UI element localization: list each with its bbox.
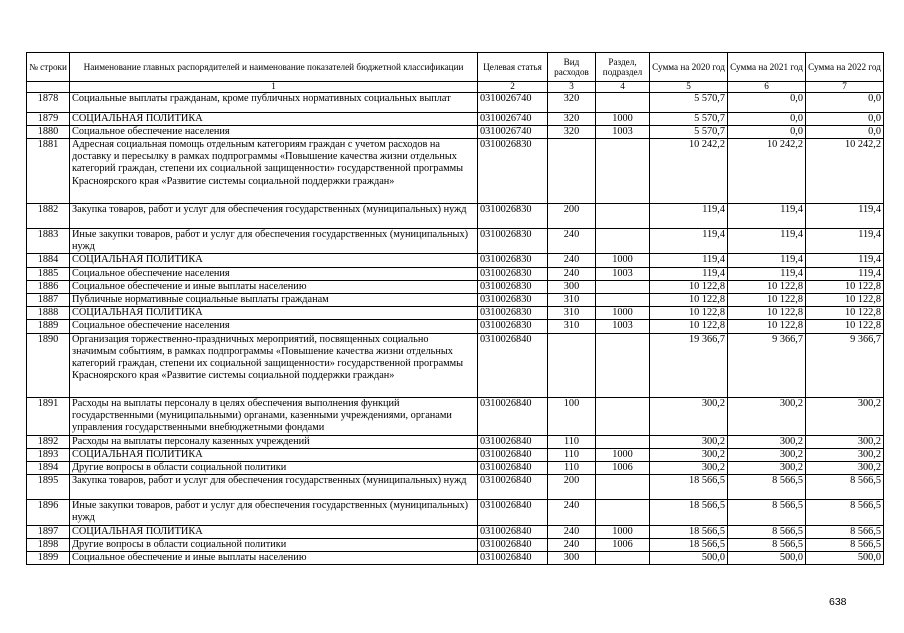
row-vid: 320 [548,92,596,112]
row-name: СОЦИАЛЬНАЯ ПОЛИТИКА [70,254,478,267]
table-row [27,203,884,228]
row-number: 1887 [27,293,70,306]
row-number: 1891 [27,397,70,435]
row-razdel [596,138,650,203]
row-article: 0310026740 [478,125,548,138]
row-number: 1883 [27,228,70,253]
row-razdel [596,228,650,253]
row-article: 0310026840 [478,551,548,564]
row-name: Расходы на выплаты персоналу в целях обеспечения выполнения функций государственными (муниципальными) органами, казенными учреждениями, органами управления государственными внебюджетными фондами [70,397,478,435]
row-sum-2021: 0,0 [728,92,806,112]
row-number: 1899 [27,551,70,564]
table-row [27,333,884,397]
row-number: 1882 [27,203,70,228]
table-row [27,307,884,320]
row-razdel: 1003 [596,125,650,138]
row-sum-2022: 10 122,8 [806,307,884,320]
row-sum-2021: 10 122,8 [728,280,806,293]
row-number: 1897 [27,525,70,538]
row-sum-2020: 19 366,7 [650,333,728,397]
row-vid [548,138,596,203]
row-sum-2022: 0,0 [806,112,884,125]
row-number: 1878 [27,92,70,112]
header-razdel: Раздел, подраздел [596,53,650,82]
row-vid: 200 [548,203,596,228]
header-article: Целевая статья [478,53,548,82]
row-article: 0310026830 [478,254,548,267]
header-sum-2022: Сумма на 2022 год [806,53,884,82]
row-article: 0310026740 [478,92,548,112]
row-razdel: 1003 [596,267,650,280]
row-sum-2021: 8 566,5 [728,475,806,500]
table-row [27,280,884,293]
row-number: 1881 [27,138,70,203]
row-vid: 300 [548,280,596,293]
row-number: 1898 [27,538,70,551]
row-vid: 240 [548,500,596,525]
row-vid: 200 [548,475,596,500]
table-row [27,254,884,267]
row-name: Расходы на выплаты персоналу казенных учреждений [70,435,478,448]
row-sum-2021: 10 122,8 [728,307,806,320]
table-row [27,435,884,448]
row-article: 0310026830 [478,293,548,306]
row-razdel: 1000 [596,254,650,267]
column-number-row [27,82,884,93]
row-sum-2021: 8 566,5 [728,538,806,551]
row-razdel [596,500,650,525]
table-row [27,125,884,138]
row-sum-2021: 9 366,7 [728,333,806,397]
row-name: Социальное обеспечение населения [70,125,478,138]
row-sum-2021: 119,4 [728,203,806,228]
table-row [27,320,884,333]
row-article: 0310026830 [478,280,548,293]
header-sum-2021: Сумма на 2021 год [728,53,806,82]
row-vid: 110 [548,448,596,461]
page-number: 638 [829,596,847,608]
row-sum-2022: 0,0 [806,125,884,138]
row-sum-2020: 10 122,8 [650,280,728,293]
row-sum-2022: 10 122,8 [806,280,884,293]
row-razdel: 1006 [596,538,650,551]
table-row [27,112,884,125]
column-number: 4 [596,82,650,93]
row-razdel [596,203,650,228]
table-row [27,267,884,280]
row-name: СОЦИАЛЬНАЯ ПОЛИТИКА [70,112,478,125]
row-name: Другие вопросы в области социальной политики [70,538,478,551]
table-row [27,138,884,203]
row-name: СОЦИАЛЬНАЯ ПОЛИТИКА [70,525,478,538]
row-name: Организация торжественно-праздничных мероприятий, посвященных социально значимым событиям, в рамках подпрограммы «Повышение качества жизни отдельных категорий граждан, степени их социальной защищенности» государственной программы Красноярского края «Развитие системы социальной поддержки граждан» [70,333,478,397]
row-sum-2021: 119,4 [728,254,806,267]
row-sum-2020: 119,4 [650,203,728,228]
row-razdel: 1003 [596,320,650,333]
row-razdel: 1000 [596,112,650,125]
table-row [27,525,884,538]
table-row [27,475,884,500]
row-razdel: 1000 [596,525,650,538]
row-number: 1884 [27,254,70,267]
row-sum-2020: 5 570,7 [650,125,728,138]
row-name: Социальные выплаты гражданам, кроме публичных нормативных социальных выплат [70,92,478,112]
row-sum-2020: 300,2 [650,461,728,474]
row-number: 1892 [27,435,70,448]
row-article: 0310026840 [478,538,548,551]
row-sum-2021: 10 122,8 [728,320,806,333]
row-sum-2021: 300,2 [728,461,806,474]
column-number: 2 [478,82,548,93]
row-name: Закупка товаров, работ и услуг для обеспечения государственных (муниципальных) нужд [70,203,478,228]
row-name: Закупка товаров, работ и услуг для обеспечения государственных (муниципальных) нужд [70,475,478,500]
row-sum-2022: 300,2 [806,448,884,461]
row-sum-2020: 18 566,5 [650,500,728,525]
row-article: 0310026830 [478,203,548,228]
row-sum-2020: 119,4 [650,254,728,267]
row-sum-2022: 300,2 [806,397,884,435]
row-sum-2022: 119,4 [806,203,884,228]
row-article: 0310026740 [478,112,548,125]
row-sum-2021: 10 122,8 [728,293,806,306]
table-row [27,397,884,435]
row-name: Публичные нормативные социальные выплаты гражданам [70,293,478,306]
row-razdel [596,333,650,397]
row-sum-2020: 300,2 [650,435,728,448]
row-sum-2022: 300,2 [806,435,884,448]
row-number: 1879 [27,112,70,125]
row-article: 0310026840 [478,500,548,525]
row-sum-2020: 119,4 [650,228,728,253]
row-name: Социальное обеспечение населения [70,320,478,333]
row-sum-2020: 10 122,8 [650,293,728,306]
table-row [27,228,884,253]
row-vid: 110 [548,461,596,474]
row-article: 0310026830 [478,267,548,280]
header-vid: Вид расходов [548,53,596,82]
row-sum-2022: 500,0 [806,551,884,564]
row-sum-2021: 8 566,5 [728,525,806,538]
row-vid: 100 [548,397,596,435]
column-number: 3 [548,82,596,93]
row-sum-2020: 10 242,2 [650,138,728,203]
row-vid: 240 [548,525,596,538]
row-name: СОЦИАЛЬНАЯ ПОЛИТИКА [70,307,478,320]
row-razdel [596,475,650,500]
row-sum-2020: 10 122,8 [650,320,728,333]
row-number: 1890 [27,333,70,397]
column-number: 5 [650,82,728,93]
header-row-no: № строки [27,53,70,82]
header-sum-2020: Сумма на 2020 год [650,53,728,82]
header-name: Наименование главных распорядителей и наименование показателей бюджетной классификации [70,53,478,82]
row-razdel: 1000 [596,307,650,320]
row-sum-2022: 10 122,8 [806,320,884,333]
row-sum-2022: 9 366,7 [806,333,884,397]
column-number: 1 [70,82,478,93]
row-number: 1880 [27,125,70,138]
table-row [27,448,884,461]
row-article: 0310026840 [478,461,548,474]
row-vid: 240 [548,267,596,280]
row-sum-2020: 500,0 [650,551,728,564]
row-sum-2021: 500,0 [728,551,806,564]
row-sum-2021: 119,4 [728,267,806,280]
row-sum-2020: 18 566,5 [650,475,728,500]
table-row [27,538,884,551]
row-name: Социальное обеспечение и иные выплаты населению [70,280,478,293]
row-number: 1885 [27,267,70,280]
row-sum-2021: 0,0 [728,125,806,138]
row-sum-2020: 119,4 [650,267,728,280]
row-name: Социальное обеспечение населения [70,267,478,280]
table-header-row [27,53,884,82]
row-vid [548,333,596,397]
row-number: 1888 [27,307,70,320]
row-article: 0310026840 [478,435,548,448]
row-sum-2020: 18 566,5 [650,538,728,551]
row-number: 1886 [27,280,70,293]
row-razdel: 1000 [596,448,650,461]
row-vid: 240 [548,538,596,551]
table-row [27,551,884,564]
row-razdel [596,280,650,293]
row-article: 0310026840 [478,475,548,500]
row-name: Социальное обеспечение и иные выплаты населению [70,551,478,564]
row-sum-2022: 8 566,5 [806,500,884,525]
row-sum-2022: 119,4 [806,267,884,280]
row-vid: 310 [548,293,596,306]
row-article: 0310026840 [478,397,548,435]
row-sum-2020: 5 570,7 [650,112,728,125]
row-razdel [596,397,650,435]
row-sum-2021: 0,0 [728,112,806,125]
row-number: 1894 [27,461,70,474]
row-sum-2020: 18 566,5 [650,525,728,538]
row-sum-2020: 300,2 [650,448,728,461]
row-name: Иные закупки товаров, работ и услуг для обеспечения государственных (муниципальных) нужд [70,500,478,525]
row-sum-2021: 300,2 [728,435,806,448]
row-article: 0310026840 [478,448,548,461]
row-article: 0310026830 [478,307,548,320]
row-sum-2022: 10 242,2 [806,138,884,203]
budget-table [26,52,884,565]
table-row [27,293,884,306]
row-sum-2021: 8 566,5 [728,500,806,525]
row-article: 0310026830 [478,138,548,203]
row-number: 1889 [27,320,70,333]
row-vid: 240 [548,254,596,267]
row-name: Иные закупки товаров, работ и услуг для обеспечения государственных (муниципальных) нужд [70,228,478,253]
row-article: 0310026840 [478,333,548,397]
column-number [27,82,70,93]
row-article: 0310026830 [478,320,548,333]
row-sum-2022: 10 122,8 [806,293,884,306]
row-sum-2022: 8 566,5 [806,475,884,500]
row-sum-2020: 5 570,7 [650,92,728,112]
row-number: 1895 [27,475,70,500]
row-vid: 300 [548,551,596,564]
row-article: 0310026830 [478,228,548,253]
row-vid: 310 [548,320,596,333]
row-vid: 320 [548,125,596,138]
row-razdel [596,92,650,112]
row-sum-2022: 0,0 [806,92,884,112]
row-sum-2022: 119,4 [806,228,884,253]
column-number: 6 [728,82,806,93]
row-razdel: 1006 [596,461,650,474]
row-number: 1896 [27,500,70,525]
row-sum-2022: 8 566,5 [806,538,884,551]
row-sum-2022: 300,2 [806,461,884,474]
table-row [27,92,884,112]
row-name: Другие вопросы в области социальной политики [70,461,478,474]
table-row [27,500,884,525]
row-name: СОЦИАЛЬНАЯ ПОЛИТИКА [70,448,478,461]
row-vid: 240 [548,228,596,253]
row-razdel [596,435,650,448]
row-sum-2021: 10 242,2 [728,138,806,203]
row-sum-2022: 8 566,5 [806,525,884,538]
table-row [27,461,884,474]
row-vid: 310 [548,307,596,320]
row-article: 0310026840 [478,525,548,538]
row-name: Адресная социальная помощь отдельным категориям граждан с учетом расходов на доставку и пересылку в рамках подпрограммы «Повышение качества жизни отдельных категорий граждан, степени их социальной защищенности» государственной программы Красноярского края «Развитие системы социальной поддержки граждан» [70,138,478,203]
row-sum-2020: 10 122,8 [650,307,728,320]
column-number: 7 [806,82,884,93]
row-sum-2021: 300,2 [728,397,806,435]
row-sum-2021: 300,2 [728,448,806,461]
row-sum-2022: 119,4 [806,254,884,267]
row-vid: 110 [548,435,596,448]
table-body [27,92,884,565]
row-vid: 320 [548,112,596,125]
row-sum-2021: 119,4 [728,228,806,253]
row-razdel [596,293,650,306]
row-sum-2020: 300,2 [650,397,728,435]
row-number: 1893 [27,448,70,461]
row-razdel [596,551,650,564]
